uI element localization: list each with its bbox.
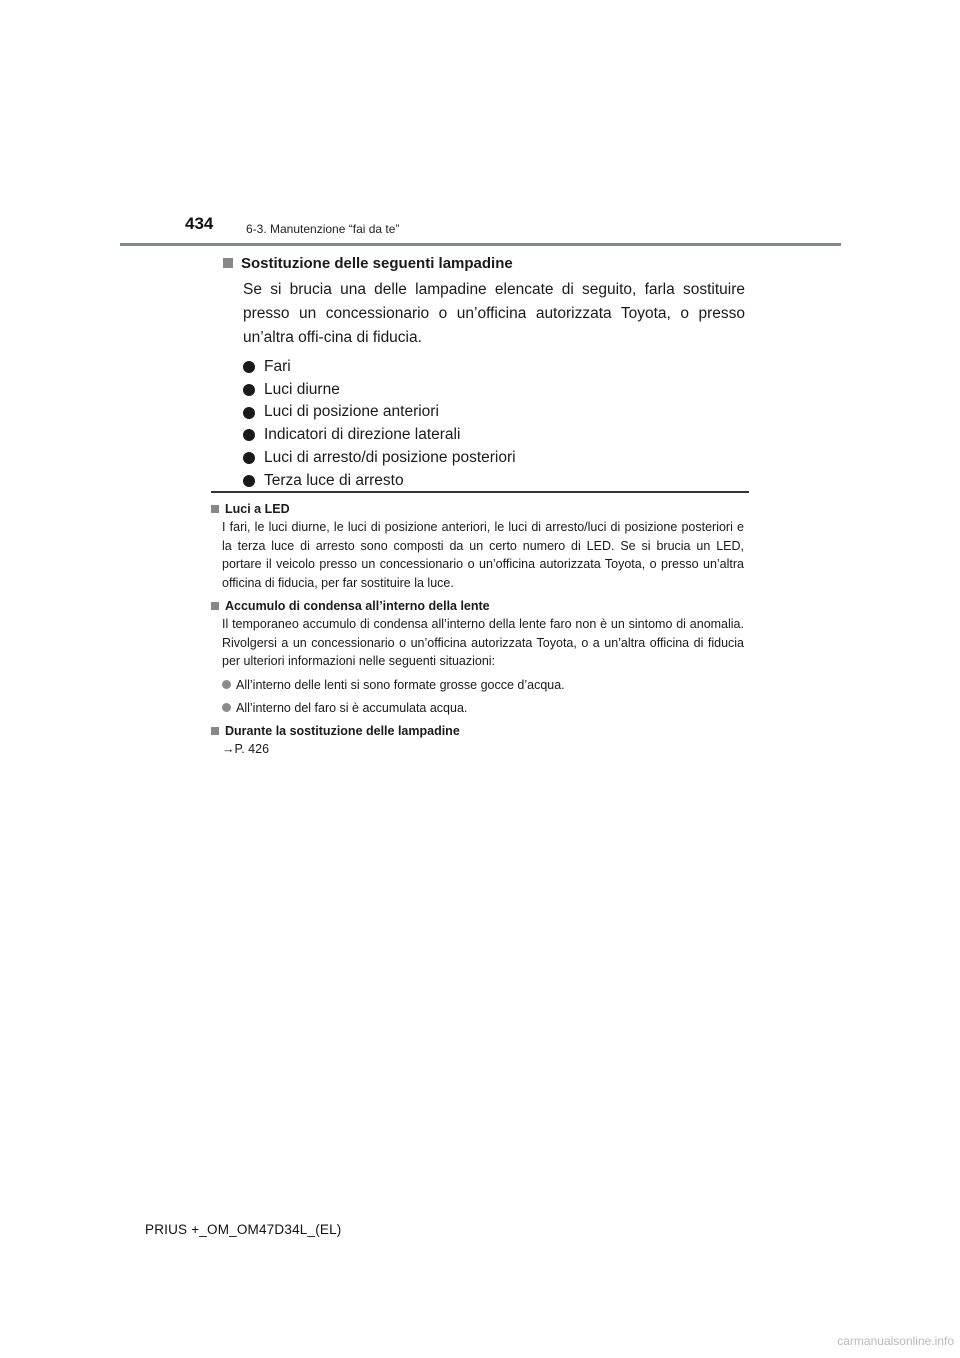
list-item-text: Fari (264, 358, 291, 375)
note-condensation (211, 597, 744, 717)
list-item (243, 379, 753, 402)
list-item-text: Luci di arresto/di posizione posteriori (264, 448, 516, 466)
list-item-text: Luci diurne (264, 380, 340, 398)
main-paragraph: Se si brucia una delle lampadine elencate di seguito, farla sostituire presso un concessionario o un’officina autorizzata Toyota, o presso un’altra offi-cina di fiducia. (243, 281, 745, 346)
bulb-list (243, 356, 753, 492)
note-heading (211, 597, 744, 615)
note-led (211, 500, 744, 592)
bullet-dot-icon (243, 384, 255, 396)
list-item (222, 676, 744, 694)
list-item (243, 401, 753, 424)
main-heading-text: Sostituzione delle seguenti lampadine (241, 255, 513, 272)
square-bullet-icon (211, 602, 219, 610)
list-item-text: Indicatori di direzione laterali (264, 426, 461, 444)
watermark: carmanualsonline.info (837, 1334, 954, 1348)
list-item (222, 699, 744, 717)
list-item (243, 424, 753, 447)
page-reference-link[interactable]: →P. 426 (222, 741, 270, 756)
main-section (223, 254, 753, 492)
note-replacement (211, 722, 744, 758)
page-number: 434 (185, 214, 214, 233)
document-code: PRIUS +_OM_OM47D34L_(EL) (145, 1222, 342, 1237)
bullet-dot-icon (243, 452, 255, 464)
bullet-dot-icon (222, 703, 231, 712)
note-heading-text: Accumulo di condensa all’interno della lente (225, 599, 490, 613)
bullet-dot-icon (243, 407, 255, 419)
bullet-dot-icon (243, 475, 255, 487)
bullet-dot-icon (243, 361, 255, 373)
note-body: Il temporaneo accumulo di condensa all’interno della lente faro non è un sintomo di anomalia. Rivolgersi a un concessionario o un’officina autorizzata Toyota, o a un’altra officina di fiducia per ulteriori informazioni nelle seguenti situazioni: (222, 617, 744, 668)
list-item (243, 356, 753, 379)
square-bullet-icon (211, 727, 219, 735)
list-item-text: Luci di posizione anteriori (264, 403, 439, 421)
list-item-text: Terza luce di arresto (264, 471, 404, 489)
main-heading (223, 254, 753, 274)
list-item-text: All’interno del faro si è accumulata acqua. (236, 700, 468, 715)
note-heading (211, 722, 744, 740)
square-bullet-icon (211, 505, 219, 513)
list-item (243, 447, 753, 470)
bullet-dot-icon (243, 429, 255, 441)
note-heading (211, 500, 744, 518)
section-title: 6-3. Manutenzione “fai da te” (246, 222, 400, 236)
list-item (243, 470, 753, 493)
section-divider (211, 491, 749, 493)
note-body: I fari, le luci diurne, le luci di posizione anteriori, le luci di arresto/luci di posizione posteriori e la terza luce di arresto sono composti da un certo numero di LED. Se si brucia un LED, portare il veicolo presso un concessionario o un’officina autorizzata Toyota, o presso un’altra officina di fiducia, per far sostituire la luce. (222, 520, 744, 590)
list-item-text: All’interno delle lenti si sono formate grosse gocce d’acqua. (236, 677, 565, 692)
header-rule (120, 243, 841, 246)
square-bullet-icon (223, 258, 233, 268)
bullet-dot-icon (222, 680, 231, 689)
note-heading-text: Luci a LED (225, 502, 290, 516)
note-heading-text: Durante la sostituzione delle lampadine (225, 723, 460, 738)
notes-section (211, 500, 744, 763)
